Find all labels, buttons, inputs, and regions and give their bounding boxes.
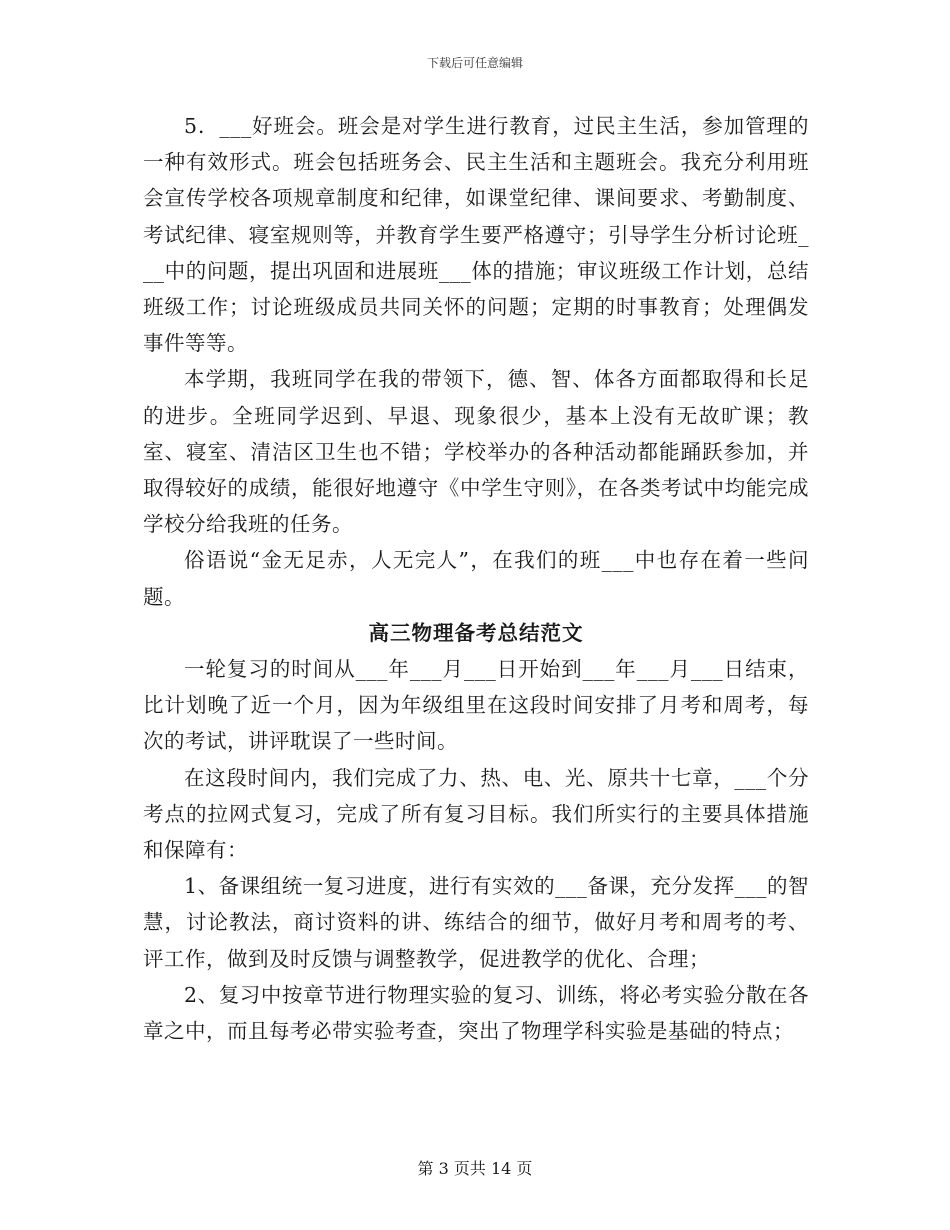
paragraph: 俗语说“金无足赤，人无完人”，在我们的班___中也存在着一些问题。 <box>143 548 809 609</box>
paragraph: 本学期，我班同学在我的带领下，德、智、体各方面都取得和长足的进步。全班同学迟到、早退、现象很少，基本上没有无故旷课；教室、寝室、清洁区卫生也不错；学校举办的各种活动都能踊跃参加，并取得较好的成绩，能很好地遵守《中学生守则》，在各类考试中均能完成学校分给我班的任务。 <box>143 367 809 537</box>
paragraph: 2、复习中按章节进行物理实验的复习、训练，将必考实验分散在各章之中，而且每考必带实验考查，突出了物理学科实验是基础的特点； <box>143 982 809 1044</box>
paragraph: 在这段时间内，我们完成了力、热、电、光、原共十七章，___个分考点的拉网式复习，完成了所有复习目标。我们所实行的主要具体措施和保障有： <box>143 765 809 863</box>
paragraph: 一轮复习的时间从___年___月___日开始到___年___月___日结束，比计划晚了近一个月，因为年级组里在这段时间安排了月考和周考，每次的考试，讲评耽误了一些时间。 <box>143 657 809 754</box>
header-note: 下载后可任意编辑 <box>426 56 523 70</box>
document-body <box>143 108 809 1049</box>
paragraph: 1、备课组统一复习进度，进行有实效的___备课，充分发挥___的智慧，讨论教法，商讨资料的讲、练结合的细节，做好月考和周考的考、评工作，做到及时反馈与调整教学，促进教学的优化、合理； <box>143 874 809 971</box>
paragraph: 5．___好班会。班会是对学生进行教育，过民主生活，参加管理的一种有效形式。班会包括班务会、民主生活和主题班会。我充分利用班会宣传学校各项规章制度和纪律，如课堂纪律、课间要求、考勤制度、考试纪律、寝室规则等，并教育学生要严格遵守；引导学生分析讨论班___中的问题，提出巩固和进展班___体的措施；审议班级工作计划，总结班级工作；讨论班级成员共同关怀的问题；定期的时事教育；处理偶发事件等等。 <box>143 114 809 356</box>
section-heading: 高三物理备考总结范文 <box>368 620 584 645</box>
page-number: 第 3 页共 14 页 <box>417 1159 533 1178</box>
